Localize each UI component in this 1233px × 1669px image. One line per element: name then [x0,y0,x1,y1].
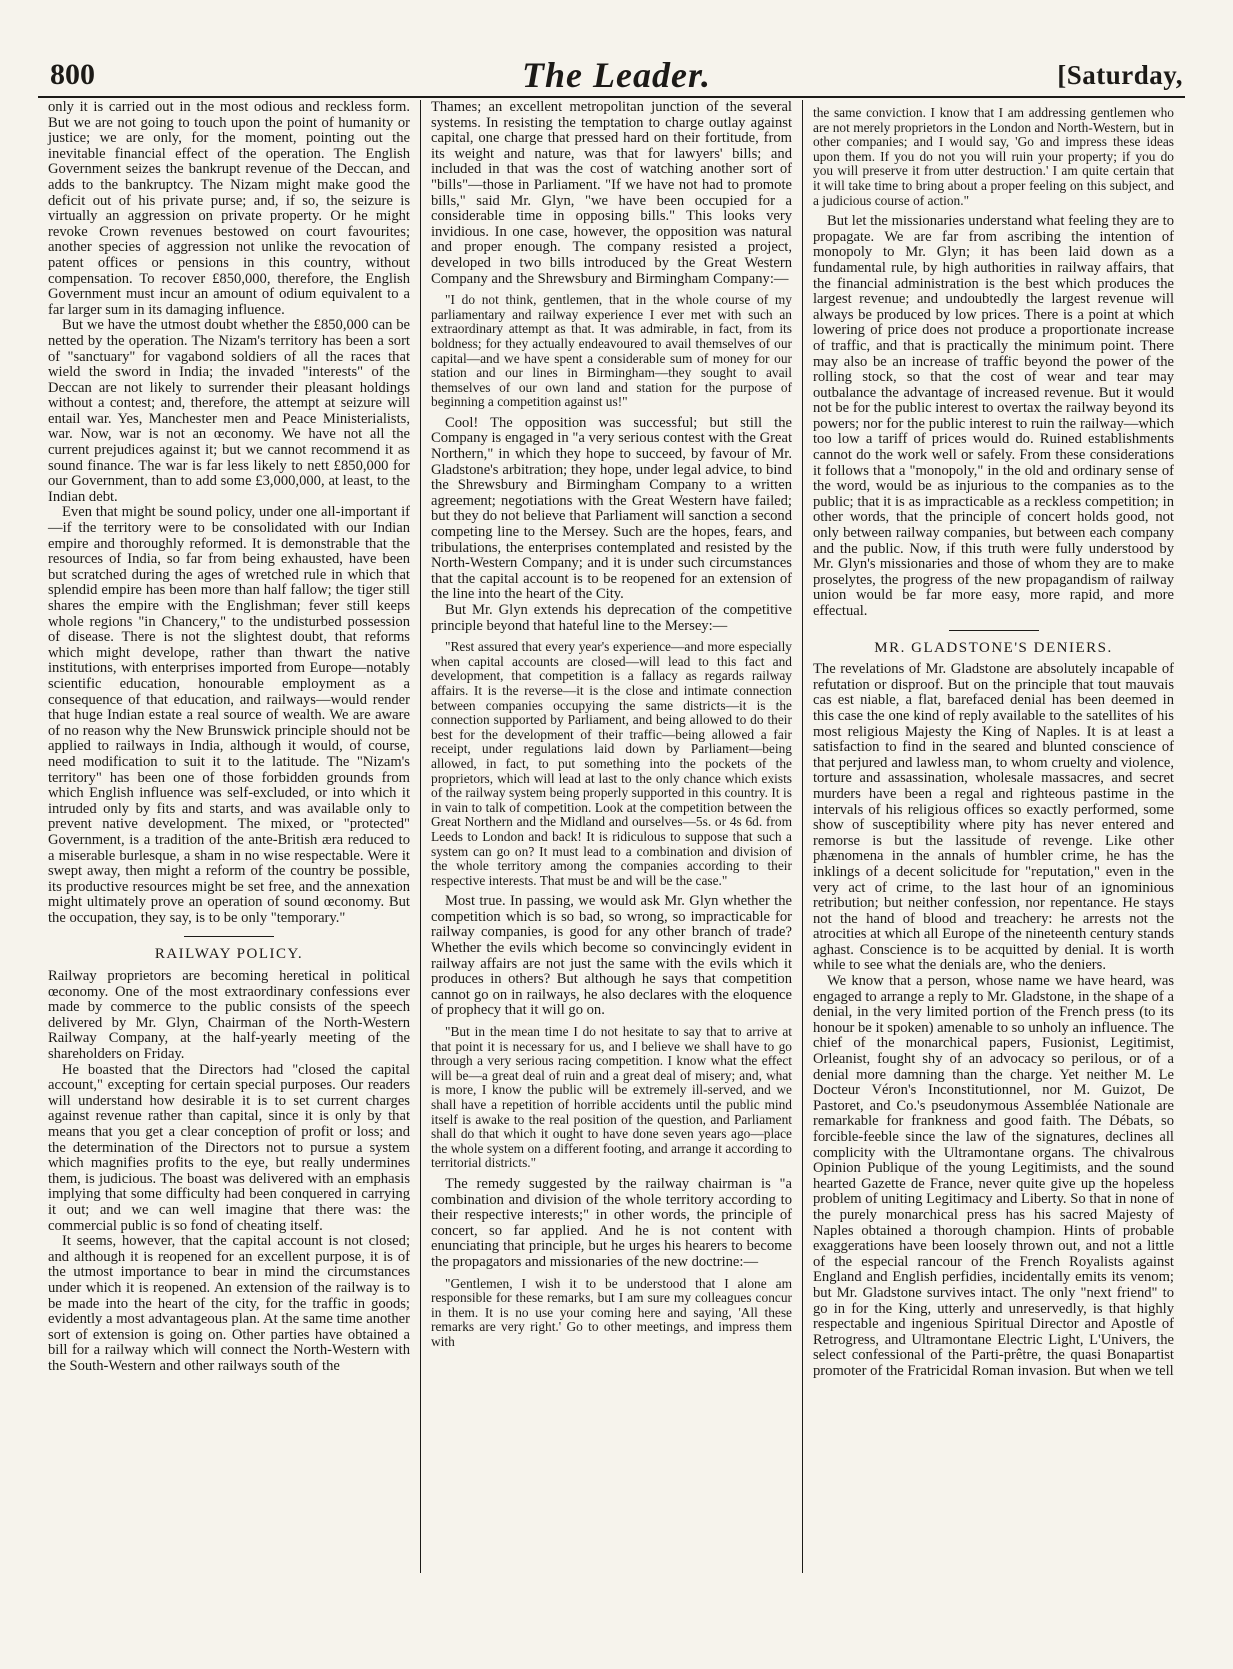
paragraph: Even that might be sound policy, under one all-important if—if the territory were to be consolidated with our Indian empire and thoroughly reformed. It is demonstrable that the resources of India, so far from being exhausted, have been but scratched during the ages of wretched rule in which that splendid empire has been more than half fallow; the tiger still shares the empire with the Englishman; fever still keeps whole regions "in Chancery," to the undisturbed possession of disease. There is not the slightest doubt, that reforms which might develope, rather than thwart the native institutions, with enterprises imported from Europe—notably scientific education, honourable employment as a consequence of that education, and railways—would render that huge Indian estate a real source of wealth. We are aware of no reason why the New Brunswick principle should not be applied to railways in India, although it would, of course, need modification to suit it to the latitude. The "Nizam's territory" has been one of those forbidden grounds from which English influence was self-excluded, or into which it intruded only by fits and starts, and was available only to prevent native development. The mixed, or "protected" Government, is a tradition of the ante-British æra reduced to a miserable burlesque, a sham in no wise respectable. Were it swept away, then might a reform of the country be possible, its productive resources might be set free, and the annexation might ultimately prove an operation of sound œconomy. But the occupation, they say, is to be only "temporary." [48,504,410,926]
issue-day: [Saturday, [1057,60,1183,90]
section-title-gladstones-deniers: MR. GLADSTONE'S DENIERS. [874,639,1113,656]
quotation: "But in the mean time I do not hesitate to say that to arrive at that point it is necessary for us, and I believe we shall have to go through a very serious racing competition. I know what the effect will be—a great deal of ruin and a great deal of misery; and, what is more, I know the public will be extremely ill-served, and we shall have a repetition of horrible accidents until the public mind itself is awake to the real position of the question, and Parliament shall do that which it ought to have done seven years ago—place the whole system on a different footing, and arrange it according to territorial districts." [431,1024,792,1171]
section-divider [184,936,274,937]
section-title-railway-policy: RAILWAY POLICY. [154,946,304,963]
paragraph: Cool! The opposition was successful; but still the Company is engaged in "a very serious contest with the Great Northern," in which they hope to succeed, by favour of Mr. Gladstone's arbitration; they hope, under legal advice, to bind the Shrewsbury and Birmingham Company to a written agreement; negotiations with the Great Western have failed; but they do not believe that Parliament will sanction a second competing line to the Mersey. Such are the hopes, fears, and tribulations, the enterprises contemplated and resisted by the North-Western Company; and it is under such circumstances that the capital account is to be reopened for an extension of the line into the heart of the City. [431,414,792,603]
section-divider [949,630,1039,631]
newspaper-title: The Leader. [522,55,711,95]
paragraph: We know that a person, whose name we have heard, was engaged to arrange a reply to Mr. Gladstone, in the shape of a denial, in the very limited portion of the French press (to its honour be it spoken) amenable to so unholy an influence. The chief of the monarchical papers, Fusionist, Legitimist, Orleanist, fought shy of an advocacy so perilous, or of a denial more damning than the charge. Yet neither M. Le Docteur Véron's Inconstitutionnel, nor M. Guizot, De Pastoret, and Co.'s pseudonymous Assemblée Nationale are remarkable for frankness and good faith. The Débats, so forcible-feeble since the law of the signatures, declines all complicity with the Ultramontane organs. The chivalrous Opinion Publique of the young Legitimists, and the sound hearted Gazette de France, never quite give up the hopeless problem of uniting Legitimacy and Liberty. So that in none of the purely monarchical press has his sacred Majesty of Naples obtained a thorough champion. Hints of probable exaggerations have been loosely thrown out, and not a little of the especial rancour of the French Royalists against England and English perfidies, incidentally emits its venom; but Mr. Gladstone survives intact. The only "next friend" to go in for the King, utterly and unreservedly, is that highly respectable and ingenious Spiritual Director and Apostle of Retrogress, and Ultramontane Electric Light, L'Univers, the select confessional of the Parti-prêtre, the quasi Bonapartist promoter of the Fratricidal Roman invasion. But when we tell [813,973,1174,1379]
paragraph: But let the missionaries understand what feeling they are to propagate. We are far from ascribing the intention of monopoly to Mr. Glyn; it has been laid down as a fundamental rule, by high authorities in railway affairs, that the financial administration is the best which produces the largest revenue; and undoubtedly the largest revenue will always be produced by low prices. There is a point at which lowering of price does not produce a proportionate increase of traffic, and that is practically the minimum point. There may also be an increase of traffic beyond the power of the rolling stock, so that the cost of wear and tear may outbalance the advantage of increased revenue. But it would not be for the public interest to overtax the railway beyond its powers; nor for the public interest to ruin the railway—which too low a tariff of prices would do. Ruined establishments cannot do the work well or safely. From these considerations it follows that a "monopoly," in the old and ordinary sense of the word, would be as injurious to the companies as to the public; that it is as impracticable as a reckless competition; in other words, that the principle of concert holds good, not only between railway companies, but between each company and the public. Now, if this truth were fully understood by Mr. Glyn's missionaries and those of whom they are to make proselytes, the progress of the new propagandism of railway union would be far more easy, more rapid, and more effectual. [813,213,1174,619]
column-2 [420,100,802,1573]
quotation: "I do not think, gentlemen, that in the whole course of my parliamentary and railway experience I ever met with such an extraordinary attempt as that. It was admirable, in fact, from its boldness; for they actually endeavoured to avail themselves of our capital—and we have spent a considerable sum of money for our station and our lines in Birmingham—they sought to avail themselves of our own land and station for the purpose of beginning a competition against us!" [431,292,792,410]
column-1 [38,100,420,1573]
quotation: "Gentlemen, I wish it to be understood that I alone am responsible for these remarks, but I am sure my colleagues concur in them. It is no use your coming here and saying, 'All these remarks are very right.' Go to other meetings, and impress them with [431,1275,792,1349]
columns [38,100,1185,1573]
column-3 [802,100,1184,1573]
page-number: 800 [50,58,95,91]
paragraph: But Mr. Glyn extends his deprecation of the competitive principle beyond that hateful line to the Mersey:— [431,602,792,634]
masthead [30,54,1203,96]
paragraph: Railway proprietors are becoming heretical in political œconomy. One of the most extraordinary confessions ever made by commerce to the public consists of the speech delivered by Mr. Glyn, Chairman of the North-Western Railway Company, at the half-yearly meeting of the shareholders on Friday. [48,968,410,1063]
paragraph: He boasted that the Directors had "closed the capital account," excepting for certain special purposes. Our readers will understand how desirable it is to set current charges against revenue rather than capital, since it is only by that means that you get a clear conception of profit or loss; and the determination of the Directors not to pursue a system which magnifies profits to the eye, but really undermines them, is judicious. The boast was delivered with an emphasis implying that some difficulty had been conquered in carrying it out; and we can well imagine that there was: the commercial public is so fond of cheating itself. [48,1061,410,1234]
paragraph: Most true. In passing, we would ask Mr. Glyn whether the competition which is so bad, so wrong, so impracticable for railway companies, is good for any other branch of trade? Whether the evils which become so convincingly evident in railway affairs are not just the same with the evils which it produces in others? But although he says that competition cannot go on in railways, he also declares with the eloquence of prophecy that it will go on. [431,893,792,1019]
paragraph: But we have the utmost doubt whether the £850,000 can be netted by the operation. The Nizam's territory has been a sort of "sanctuary" for vagabond soldiers of all the races that wield the sword in India; the invaded "interests" of the Deccan are not likely to surrender their pleasant holdings without a contest; and, therefore, the attempt at seizure will entail war. Yes, Manchester men and Peace Ministerialists, war. Now, war is not an œconomy. We have not all the current prejudices against it; but we cannot recommend it as sound finance. The war is far less likely to nett £850,000 for our Government, than to add some £3,000,000, at least, to the Indian debt. [48,317,410,505]
paragraph: The revelations of Mr. Gladstone are absolutely incapable of refutation or disproof. But on the principle that tout mauvais cas est niable, a flat, barefaced denial has been deemed in this case the one kind of reply available to the satellites of his most religious Majesty the King of Naples. It is at least a satisfaction to find in the seared and blunted conscience of that perjured and lawless man, to whom cruelty and violence, torture and assassination, wholesale massacres, and secret murders have been a regal and righteous pastime in the intervals of his religious offices so exactly performed, some show of susceptibility where pity has never entered and remorse is but the lassitude of revenge. Like other phænomena in the annals of humbler crime, he has the inklings of a decent solicitude for "reputation," even in the very act of crime, to the last hour of an ignominious retribution; but neither confession, nor repentance. He stays not the hand of blood and treachery: he arrests not the atrocities at which all Europe of the nineteenth century stands aghast. Conscience is to be acquitted by denial. It is worth while to see what the denials are, who the deniers. [813,661,1174,974]
quotation: the same conviction. I know that I am addressing gentlemen who are not merely proprietors in the London and North-Western, but in other companies; and I would say, 'Go and impress these ideas upon them. If you do not you will ruin your property; if you do you will preserve it from utter destruction.' I am quite certain that it will take time to bring about a proper feeling on this subject, and a judicious course of action." [813,105,1174,208]
paragraph: only it is carried out in the most odious and reckless form. But we are not going to touch upon the point of humanity or justice; we are only, for the moment, pointing out the inevitable financial effect of the operation. The English Government seizes the bankrupt revenue of the Deccan, and adds to the bankruptcy. The Nizam might make good the deficit out of his private purse; and, if so, the seizure is virtually an aggression on private property. Or he might revoke Crown revenues bestowed on court favourites; another species of aggression not unlike the revocation of patent offices or pensions in this country, without compensation. To recover £850,000, therefore, the English Government must incur an amount of odium equivalent to a far larger sum in its damaging influence. [48,100,410,318]
paragraph: The remedy suggested by the railway chairman is "a combination and division of the whole territory according to their respective interests;" in other words, the principle of concert, so far applied. And he is not content with enunciating that principle, but he urges his hearers to become the propagators and missionaries of the new doctrine:— [431,1175,792,1270]
quotation: "Rest assured that every year's experience—and more especially when capital accounts are closed—will lead to this fact and development, that competition is a fallacy as regards railway affairs. It is the reverse—it is the close and intimate connection between companies occupying the same districts—it is the connection supported by Parliament, and being allowed to do their best for the development of their traffic—being allowed a fair receipt, under regulations laid down by Parliament—being allowed, in fact, to put something into the pockets of the proprietors, which will lead at last to the only chance which exists of the railway system being properly supported in this country. It is in vain to talk of competition. Look at the competition between the Great Northern and the Midland and ourselves—5s. or 4s 6d. from Leeds to London and back! It is ridiculous to suppose that such a system can go on? It must lead to a combination and division of the whole territory among the companies according to their respective interests. That must be and will be the case." [431,639,792,888]
paragraph: Thames; an excellent metropolitan junction of the several systems. In resisting the temptation to charge outlay against capital, one charge that pressed hard on their fortitude, from its weight and nature, was that for lawyers' bills; and included in that was the cost of watching another sort of "bills"—those in Parliament. "If we have not had to promote bills," said Mr. Glyn, "we have been occupied for a considerable time in opposing bills." This looks very invidious. In one case, however, the opposition was natural and proper enough. The company resisted a project, developed in two bills introduced by the Great Western Company and the Shrewsbury and Birmingham Company:— [431,100,792,287]
masthead-rule [38,96,1185,98]
paragraph: It seems, however, that the capital account is not closed; and although it is reopened for an excellent purpose, it is of the utmost importance to bear in mind the circumstances under which it is reopened. An extension of the railway is to be made into the heart of the city, for the traffic in goods; evidently a most advantageous plan. At the same time another sort of extension is going on. Other parties have obtained a bill for a railway which will connect the North-Western with the South-Western and other railways south of the [48,1233,410,1374]
